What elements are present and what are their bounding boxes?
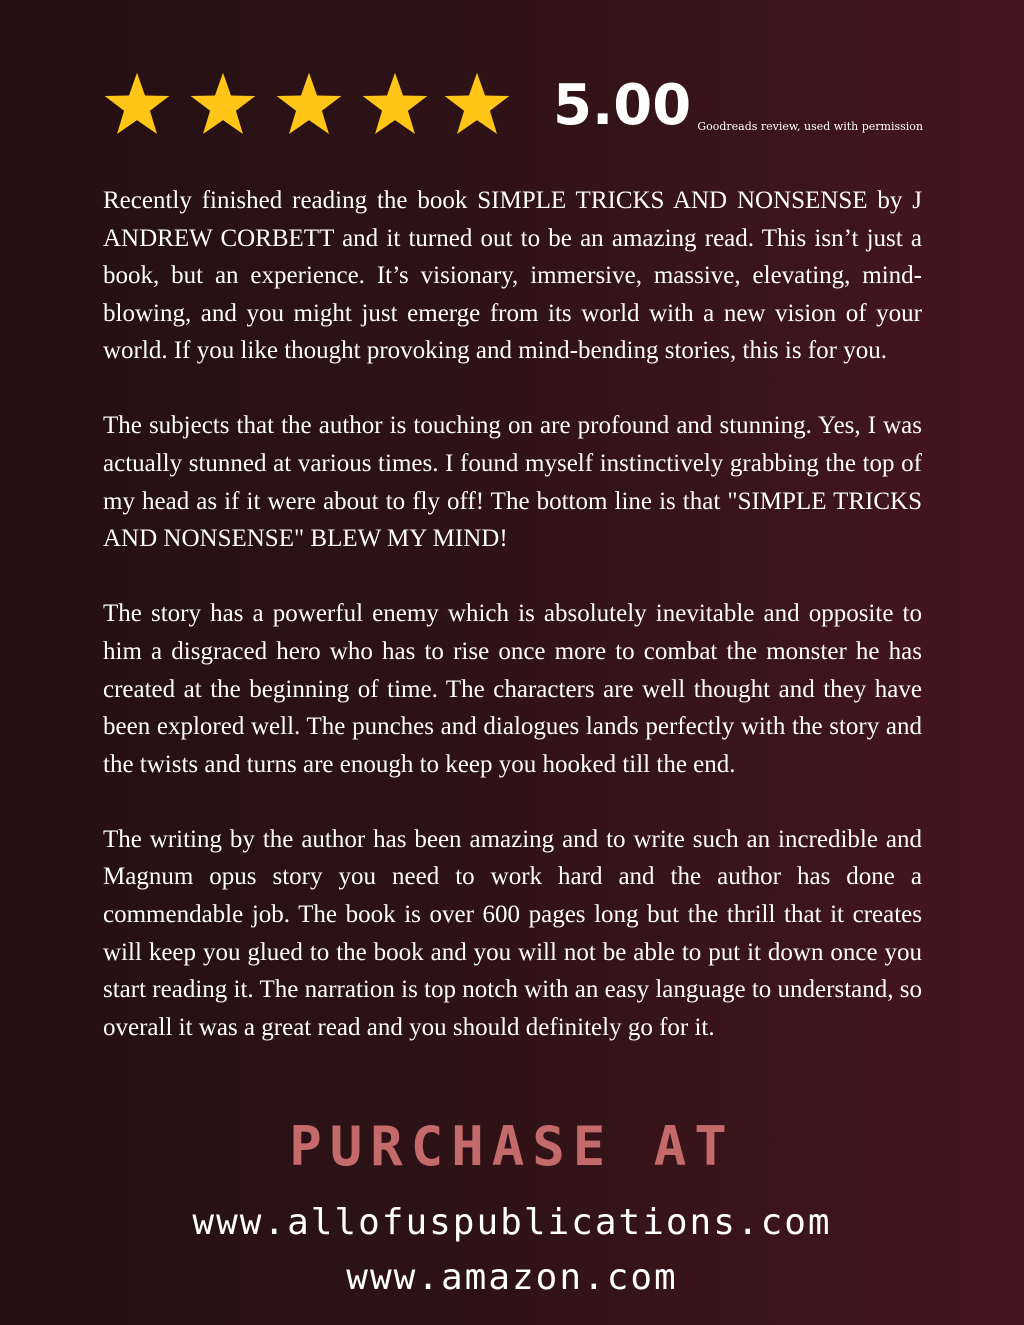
purchase-heading: PURCHASE AT (289, 1115, 735, 1178)
allofus-publications-link[interactable]: www.allofuspublications.com (192, 1202, 832, 1243)
star-icon (275, 70, 343, 138)
star-icon (103, 70, 171, 138)
review-attribution: Goodreads review, used with permission (697, 120, 923, 133)
review-body (103, 182, 922, 1084)
star-icon (443, 70, 511, 138)
rating-row (103, 70, 923, 150)
rating-score: 5.00 (553, 73, 692, 138)
star-icon (189, 70, 257, 138)
review-paragraph: The story has a powerful enemy which is absolutely inevitable and opposite to him a disgraced hero who has to rise once more to combat the monster he has created at the beginning of time. The characters are well thought and they have been explored well. The punches and dialogues lands perfectly with the story and the twists and turns are enough to keep you hooked till the end. (103, 600, 922, 778)
amazon-link[interactable]: www.amazon.com (346, 1257, 678, 1298)
star-icon (361, 70, 429, 138)
review-paragraph: The subjects that the author is touching on are profound and stunning. Yes, I was actually stunned at various times. I found myself instinctively grabbing the top of my head as if it were about to fly off! The bottom line is that "SIMPLE TRICKS AND NONSENSE" BLEW MY MIND! (103, 412, 922, 553)
review-paragraph: The writing by the author has been amazing and to write such an incredible and Magnum opus story you need to work hard and the author has done a commendable job. The book is over 600 pages long but the thrill that it creates will keep you glued to the book and you will not be able to put it down once you start reading it. The narration is top notch with an easy language to understand, so overall it was a great read and you should definitely go for it. (103, 825, 922, 1041)
review-paragraph: Recently finished reading the book SIMPLE TRICKS AND NONSENSE by J ANDREW CORBETT and it turned out to be an amazing read. This isn’t just a book, but an experience. It’s visionary, immersive, massive, elevating, mind-blowing, and you might just emerge from its world with a new vision of your world. If you like thought provoking and mind-bending stories, this is for you. (103, 187, 922, 365)
